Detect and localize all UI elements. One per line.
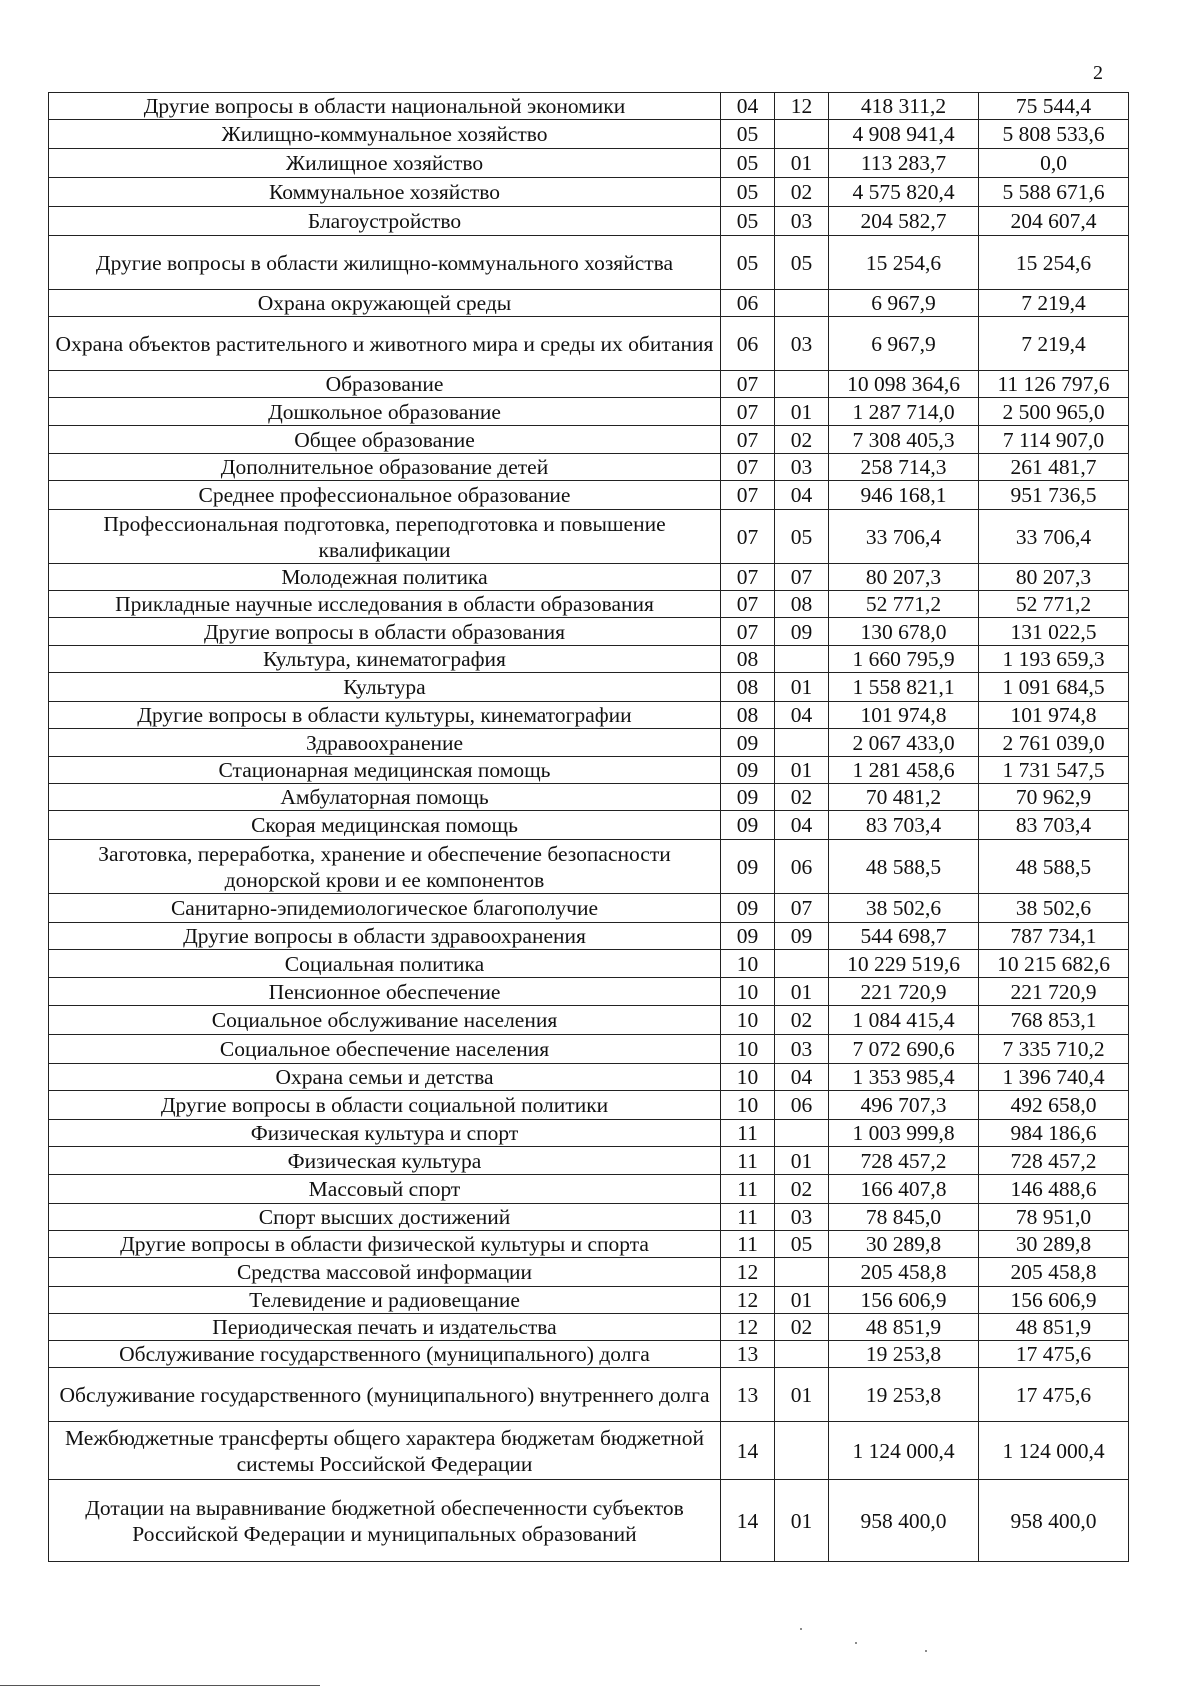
- section-code: 10: [721, 1091, 775, 1120]
- expense-name: Другие вопросы в области национальной экономики: [49, 93, 721, 120]
- table-row: [49, 646, 1129, 673]
- amount-year1: 958 400,0: [829, 1480, 979, 1562]
- subsection-code: 01: [775, 978, 829, 1006]
- expense-name: Жилищно-коммунальное хозяйство: [49, 120, 721, 149]
- section-code: 10: [721, 950, 775, 978]
- amount-year1: 2 067 433,0: [829, 729, 979, 757]
- amount-year2: 1 396 740,4: [979, 1064, 1129, 1091]
- amount-year2: 204 607,4: [979, 207, 1129, 236]
- amount-year2: 7 219,4: [979, 290, 1129, 317]
- expense-name: Заготовка, переработка, хранение и обеспечение безопасности донорской крови и ее компонентов: [49, 840, 721, 894]
- expense-name: Молодежная политика: [49, 564, 721, 591]
- amount-year1: 101 974,8: [829, 702, 979, 729]
- section-code: 07: [721, 426, 775, 454]
- subsection-code: 03: [775, 454, 829, 481]
- section-code: 05: [721, 236, 775, 290]
- expense-name: Культура: [49, 673, 721, 702]
- amount-year2: 5 808 533,6: [979, 120, 1129, 149]
- amount-year2: 156 606,9: [979, 1287, 1129, 1314]
- expense-name: Дошкольное образование: [49, 398, 721, 426]
- expense-name: Охрана семьи и детства: [49, 1064, 721, 1091]
- subsection-code: [775, 290, 829, 317]
- amount-year1: 15 254,6: [829, 236, 979, 290]
- expense-name: Другие вопросы в области образования: [49, 618, 721, 646]
- expense-name: Межбюджетные трансферты общего характера бюджетам бюджетной системы Российской Федерации: [49, 1422, 721, 1480]
- table-row: [49, 1422, 1129, 1480]
- subsection-code: 09: [775, 618, 829, 646]
- expense-name: Другие вопросы в области социальной политики: [49, 1091, 721, 1120]
- section-code: 14: [721, 1422, 775, 1480]
- section-code: 13: [721, 1368, 775, 1422]
- amount-year2: 30 289,8: [979, 1231, 1129, 1258]
- table-row: [49, 1035, 1129, 1064]
- subsection-code: 04: [775, 811, 829, 840]
- section-code: 05: [721, 178, 775, 207]
- amount-year2: 83 703,4: [979, 811, 1129, 840]
- expense-name: Физическая культура и спорт: [49, 1120, 721, 1147]
- section-code: 09: [721, 729, 775, 757]
- amount-year1: 946 168,1: [829, 481, 979, 510]
- amount-year2: 221 720,9: [979, 978, 1129, 1006]
- expense-name: Охрана объектов растительного и животного мира и среды их обитания: [49, 317, 721, 371]
- expense-name: Пенсионное обеспечение: [49, 978, 721, 1006]
- amount-year2: 2 761 039,0: [979, 729, 1129, 757]
- subsection-code: 04: [775, 702, 829, 729]
- expense-name: Другие вопросы в области здравоохранения: [49, 923, 721, 950]
- amount-year1: 1 353 985,4: [829, 1064, 979, 1091]
- subsection-code: 02: [775, 1314, 829, 1341]
- subsection-code: [775, 120, 829, 149]
- subsection-code: 01: [775, 149, 829, 178]
- subsection-code: [775, 1120, 829, 1147]
- subsection-code: 07: [775, 564, 829, 591]
- subsection-code: 02: [775, 784, 829, 811]
- budget-table: [48, 92, 1129, 1562]
- subsection-code: 03: [775, 317, 829, 371]
- amount-year2: 492 658,0: [979, 1091, 1129, 1120]
- subsection-code: [775, 646, 829, 673]
- expense-name: Социальная политика: [49, 950, 721, 978]
- amount-year2: 33 706,4: [979, 510, 1129, 564]
- section-code: 08: [721, 646, 775, 673]
- expense-name: Другие вопросы в области физической культуры и спорта: [49, 1231, 721, 1258]
- subsection-code: 02: [775, 178, 829, 207]
- table-row: [49, 950, 1129, 978]
- amount-year2: 951 736,5: [979, 481, 1129, 510]
- subsection-code: [775, 1258, 829, 1287]
- expense-name: Обслуживание государственного (муниципального) долга: [49, 1341, 721, 1368]
- amount-year1: 19 253,8: [829, 1368, 979, 1422]
- expense-name: Дотации на выравнивание бюджетной обеспеченности субъектов Российской Федерации и муниципальных образований: [49, 1480, 721, 1562]
- subsection-code: 01: [775, 757, 829, 784]
- amount-year2: 787 734,1: [979, 923, 1129, 950]
- subsection-code: [775, 1422, 829, 1480]
- amount-year1: 728 457,2: [829, 1147, 979, 1175]
- amount-year2: 1 091 684,5: [979, 673, 1129, 702]
- expense-name: Скорая медицинская помощь: [49, 811, 721, 840]
- subsection-code: [775, 950, 829, 978]
- amount-year1: 258 714,3: [829, 454, 979, 481]
- table-row: [49, 178, 1129, 207]
- amount-year2: 768 853,1: [979, 1006, 1129, 1035]
- table-row: [49, 290, 1129, 317]
- expense-name: Обслуживание государственного (муниципального) внутреннего долга: [49, 1368, 721, 1422]
- amount-year2: 101 974,8: [979, 702, 1129, 729]
- section-code: 08: [721, 702, 775, 729]
- table-row: [49, 894, 1129, 923]
- amount-year1: 78 845,0: [829, 1204, 979, 1231]
- subsection-code: 05: [775, 510, 829, 564]
- section-code: 12: [721, 1287, 775, 1314]
- amount-year1: 48 851,9: [829, 1314, 979, 1341]
- section-code: 04: [721, 93, 775, 120]
- section-code: 07: [721, 481, 775, 510]
- expense-name: Культура, кинематография: [49, 646, 721, 673]
- section-code: 08: [721, 673, 775, 702]
- expense-name: Физическая культура: [49, 1147, 721, 1175]
- table-row: [49, 923, 1129, 950]
- expense-name: Дополнительное образование детей: [49, 454, 721, 481]
- table-row: [49, 1006, 1129, 1035]
- subsection-code: 07: [775, 894, 829, 923]
- section-code: 07: [721, 454, 775, 481]
- table-row: [49, 236, 1129, 290]
- section-code: 09: [721, 811, 775, 840]
- table-row: [49, 702, 1129, 729]
- table-row: [49, 1368, 1129, 1422]
- expense-name: Социальное обслуживание населения: [49, 1006, 721, 1035]
- table-row: [49, 120, 1129, 149]
- amount-year2: 1 193 659,3: [979, 646, 1129, 673]
- amount-year1: 496 707,3: [829, 1091, 979, 1120]
- section-code: 09: [721, 757, 775, 784]
- expense-name: Средства массовой информации: [49, 1258, 721, 1287]
- section-code: 06: [721, 290, 775, 317]
- subsection-code: 01: [775, 398, 829, 426]
- table-row: [49, 93, 1129, 120]
- amount-year2: 38 502,6: [979, 894, 1129, 923]
- section-code: 14: [721, 1480, 775, 1562]
- amount-year1: 6 967,9: [829, 317, 979, 371]
- section-code: 13: [721, 1341, 775, 1368]
- subsection-code: [775, 1341, 829, 1368]
- table-row: [49, 591, 1129, 618]
- amount-year1: 204 582,7: [829, 207, 979, 236]
- amount-year2: 1 124 000,4: [979, 1422, 1129, 1480]
- amount-year1: 166 407,8: [829, 1175, 979, 1204]
- table-row: [49, 1231, 1129, 1258]
- amount-year1: 7 308 405,3: [829, 426, 979, 454]
- expense-name: Общее образование: [49, 426, 721, 454]
- section-code: 05: [721, 120, 775, 149]
- expense-name: Коммунальное хозяйство: [49, 178, 721, 207]
- amount-year1: 10 098 364,6: [829, 371, 979, 398]
- expense-name: Социальное обеспечение населения: [49, 1035, 721, 1064]
- amount-year1: 1 287 714,0: [829, 398, 979, 426]
- scan-speck: [855, 1642, 857, 1644]
- subsection-code: 05: [775, 1231, 829, 1258]
- expense-name: Периодическая печать и издательства: [49, 1314, 721, 1341]
- section-code: 07: [721, 510, 775, 564]
- subsection-code: 02: [775, 1006, 829, 1035]
- amount-year1: 52 771,2: [829, 591, 979, 618]
- subsection-code: 05: [775, 236, 829, 290]
- amount-year2: 131 022,5: [979, 618, 1129, 646]
- table-row: [49, 1120, 1129, 1147]
- section-code: 10: [721, 1035, 775, 1064]
- amount-year2: 205 458,8: [979, 1258, 1129, 1287]
- table-row: [49, 1147, 1129, 1175]
- amount-year1: 38 502,6: [829, 894, 979, 923]
- expense-name: Прикладные научные исследования в области образования: [49, 591, 721, 618]
- amount-year1: 48 588,5: [829, 840, 979, 894]
- section-code: 11: [721, 1147, 775, 1175]
- amount-year1: 33 706,4: [829, 510, 979, 564]
- subsection-code: 06: [775, 840, 829, 894]
- table-row: [49, 317, 1129, 371]
- subsection-code: 12: [775, 93, 829, 120]
- section-code: 10: [721, 1064, 775, 1091]
- section-code: 09: [721, 923, 775, 950]
- table-row: [49, 1204, 1129, 1231]
- table-row: [49, 1175, 1129, 1204]
- table-row: [49, 1314, 1129, 1341]
- amount-year1: 1 558 821,1: [829, 673, 979, 702]
- subsection-code: 01: [775, 1287, 829, 1314]
- amount-year2: 146 488,6: [979, 1175, 1129, 1204]
- amount-year2: 5 588 671,6: [979, 178, 1129, 207]
- subsection-code: [775, 371, 829, 398]
- section-code: 11: [721, 1175, 775, 1204]
- amount-year1: 4 575 820,4: [829, 178, 979, 207]
- expense-name: Охрана окружающей среды: [49, 290, 721, 317]
- table-row: [49, 811, 1129, 840]
- subsection-code: 01: [775, 1480, 829, 1562]
- amount-year2: 2 500 965,0: [979, 398, 1129, 426]
- section-code: 11: [721, 1204, 775, 1231]
- expense-name: Здравоохранение: [49, 729, 721, 757]
- amount-year1: 205 458,8: [829, 1258, 979, 1287]
- amount-year1: 80 207,3: [829, 564, 979, 591]
- subsection-code: 06: [775, 1091, 829, 1120]
- amount-year2: 70 962,9: [979, 784, 1129, 811]
- amount-year2: 7 335 710,2: [979, 1035, 1129, 1064]
- table-row: [49, 564, 1129, 591]
- footer-divider: [0, 1685, 320, 1686]
- amount-year2: 984 186,6: [979, 1120, 1129, 1147]
- section-code: 07: [721, 398, 775, 426]
- table-row: [49, 1064, 1129, 1091]
- amount-year1: 30 289,8: [829, 1231, 979, 1258]
- table-row: [49, 207, 1129, 236]
- subsection-code: 03: [775, 1035, 829, 1064]
- amount-year2: 17 475,6: [979, 1368, 1129, 1422]
- section-code: 10: [721, 978, 775, 1006]
- subsection-code: 02: [775, 1175, 829, 1204]
- amount-year1: 1 084 415,4: [829, 1006, 979, 1035]
- section-code: 06: [721, 317, 775, 371]
- table-row: [49, 481, 1129, 510]
- table-row: [49, 510, 1129, 564]
- amount-year1: 544 698,7: [829, 923, 979, 950]
- amount-year2: 7 114 907,0: [979, 426, 1129, 454]
- section-code: 09: [721, 894, 775, 923]
- expense-name: Образование: [49, 371, 721, 398]
- table-row: [49, 757, 1129, 784]
- amount-year1: 70 481,2: [829, 784, 979, 811]
- expense-name: Телевидение и радиовещание: [49, 1287, 721, 1314]
- section-code: 07: [721, 371, 775, 398]
- expense-name: Другие вопросы в области жилищно-коммунального хозяйства: [49, 236, 721, 290]
- subsection-code: [775, 729, 829, 757]
- section-code: 09: [721, 840, 775, 894]
- table-row: [49, 1341, 1129, 1368]
- table-row: [49, 149, 1129, 178]
- subsection-code: 01: [775, 1368, 829, 1422]
- table-row: [49, 398, 1129, 426]
- amount-year2: 0,0: [979, 149, 1129, 178]
- table-row: [49, 371, 1129, 398]
- amount-year2: 728 457,2: [979, 1147, 1129, 1175]
- section-code: 12: [721, 1314, 775, 1341]
- table-row: [49, 673, 1129, 702]
- amount-year2: 75 544,4: [979, 93, 1129, 120]
- table-row: [49, 784, 1129, 811]
- section-code: 07: [721, 564, 775, 591]
- amount-year1: 113 283,7: [829, 149, 979, 178]
- expense-name: Массовый спорт: [49, 1175, 721, 1204]
- amount-year2: 7 219,4: [979, 317, 1129, 371]
- amount-year2: 11 126 797,6: [979, 371, 1129, 398]
- table-row: [49, 1480, 1129, 1562]
- section-code: 05: [721, 207, 775, 236]
- section-code: 07: [721, 591, 775, 618]
- section-code: 11: [721, 1120, 775, 1147]
- section-code: 11: [721, 1231, 775, 1258]
- amount-year1: 83 703,4: [829, 811, 979, 840]
- subsection-code: 09: [775, 923, 829, 950]
- section-code: 12: [721, 1258, 775, 1287]
- amount-year2: 261 481,7: [979, 454, 1129, 481]
- amount-year2: 78 951,0: [979, 1204, 1129, 1231]
- amount-year1: 418 311,2: [829, 93, 979, 120]
- subsection-code: 02: [775, 426, 829, 454]
- expense-name: Другие вопросы в области культуры, кинематографии: [49, 702, 721, 729]
- amount-year2: 48 851,9: [979, 1314, 1129, 1341]
- scan-speck: [925, 1650, 927, 1652]
- section-code: 10: [721, 1006, 775, 1035]
- amount-year2: 48 588,5: [979, 840, 1129, 894]
- amount-year1: 130 678,0: [829, 618, 979, 646]
- amount-year2: 10 215 682,6: [979, 950, 1129, 978]
- amount-year1: 1 281 458,6: [829, 757, 979, 784]
- expense-name: Среднее профессиональное образование: [49, 481, 721, 510]
- table-row: [49, 729, 1129, 757]
- expense-name: Жилищное хозяйство: [49, 149, 721, 178]
- amount-year2: 958 400,0: [979, 1480, 1129, 1562]
- amount-year1: 1 003 999,8: [829, 1120, 979, 1147]
- table-row: [49, 978, 1129, 1006]
- amount-year1: 19 253,8: [829, 1341, 979, 1368]
- expense-name: Амбулаторная помощь: [49, 784, 721, 811]
- table-row: [49, 1258, 1129, 1287]
- amount-year1: 7 072 690,6: [829, 1035, 979, 1064]
- amount-year1: 1 124 000,4: [829, 1422, 979, 1480]
- amount-year2: 1 731 547,5: [979, 757, 1129, 784]
- subsection-code: 03: [775, 207, 829, 236]
- section-code: 07: [721, 618, 775, 646]
- amount-year2: 52 771,2: [979, 591, 1129, 618]
- expense-name: Профессиональная подготовка, переподготовка и повышение квалификации: [49, 510, 721, 564]
- amount-year1: 10 229 519,6: [829, 950, 979, 978]
- page-number: 2: [1093, 62, 1103, 84]
- subsection-code: 01: [775, 673, 829, 702]
- subsection-code: 04: [775, 1064, 829, 1091]
- amount-year1: 1 660 795,9: [829, 646, 979, 673]
- amount-year1: 221 720,9: [829, 978, 979, 1006]
- amount-year2: 17 475,6: [979, 1341, 1129, 1368]
- subsection-code: 04: [775, 481, 829, 510]
- subsection-code: 08: [775, 591, 829, 618]
- scan-speck: [800, 1628, 802, 1630]
- table-row: [49, 426, 1129, 454]
- expense-name: Санитарно-эпидемиологическое благополучие: [49, 894, 721, 923]
- subsection-code: 01: [775, 1147, 829, 1175]
- amount-year1: 4 908 941,4: [829, 120, 979, 149]
- subsection-code: 03: [775, 1204, 829, 1231]
- table-body: [49, 93, 1129, 1562]
- amount-year1: 156 606,9: [829, 1287, 979, 1314]
- amount-year1: 6 967,9: [829, 290, 979, 317]
- table-row: [49, 1091, 1129, 1120]
- table-row: [49, 618, 1129, 646]
- table-row: [49, 840, 1129, 894]
- amount-year2: 15 254,6: [979, 236, 1129, 290]
- expense-name: Благоустройство: [49, 207, 721, 236]
- expense-name: Спорт высших достижений: [49, 1204, 721, 1231]
- table-row: [49, 1287, 1129, 1314]
- amount-year2: 80 207,3: [979, 564, 1129, 591]
- table-row: [49, 454, 1129, 481]
- section-code: 05: [721, 149, 775, 178]
- section-code: 09: [721, 784, 775, 811]
- expense-name: Стационарная медицинская помощь: [49, 757, 721, 784]
